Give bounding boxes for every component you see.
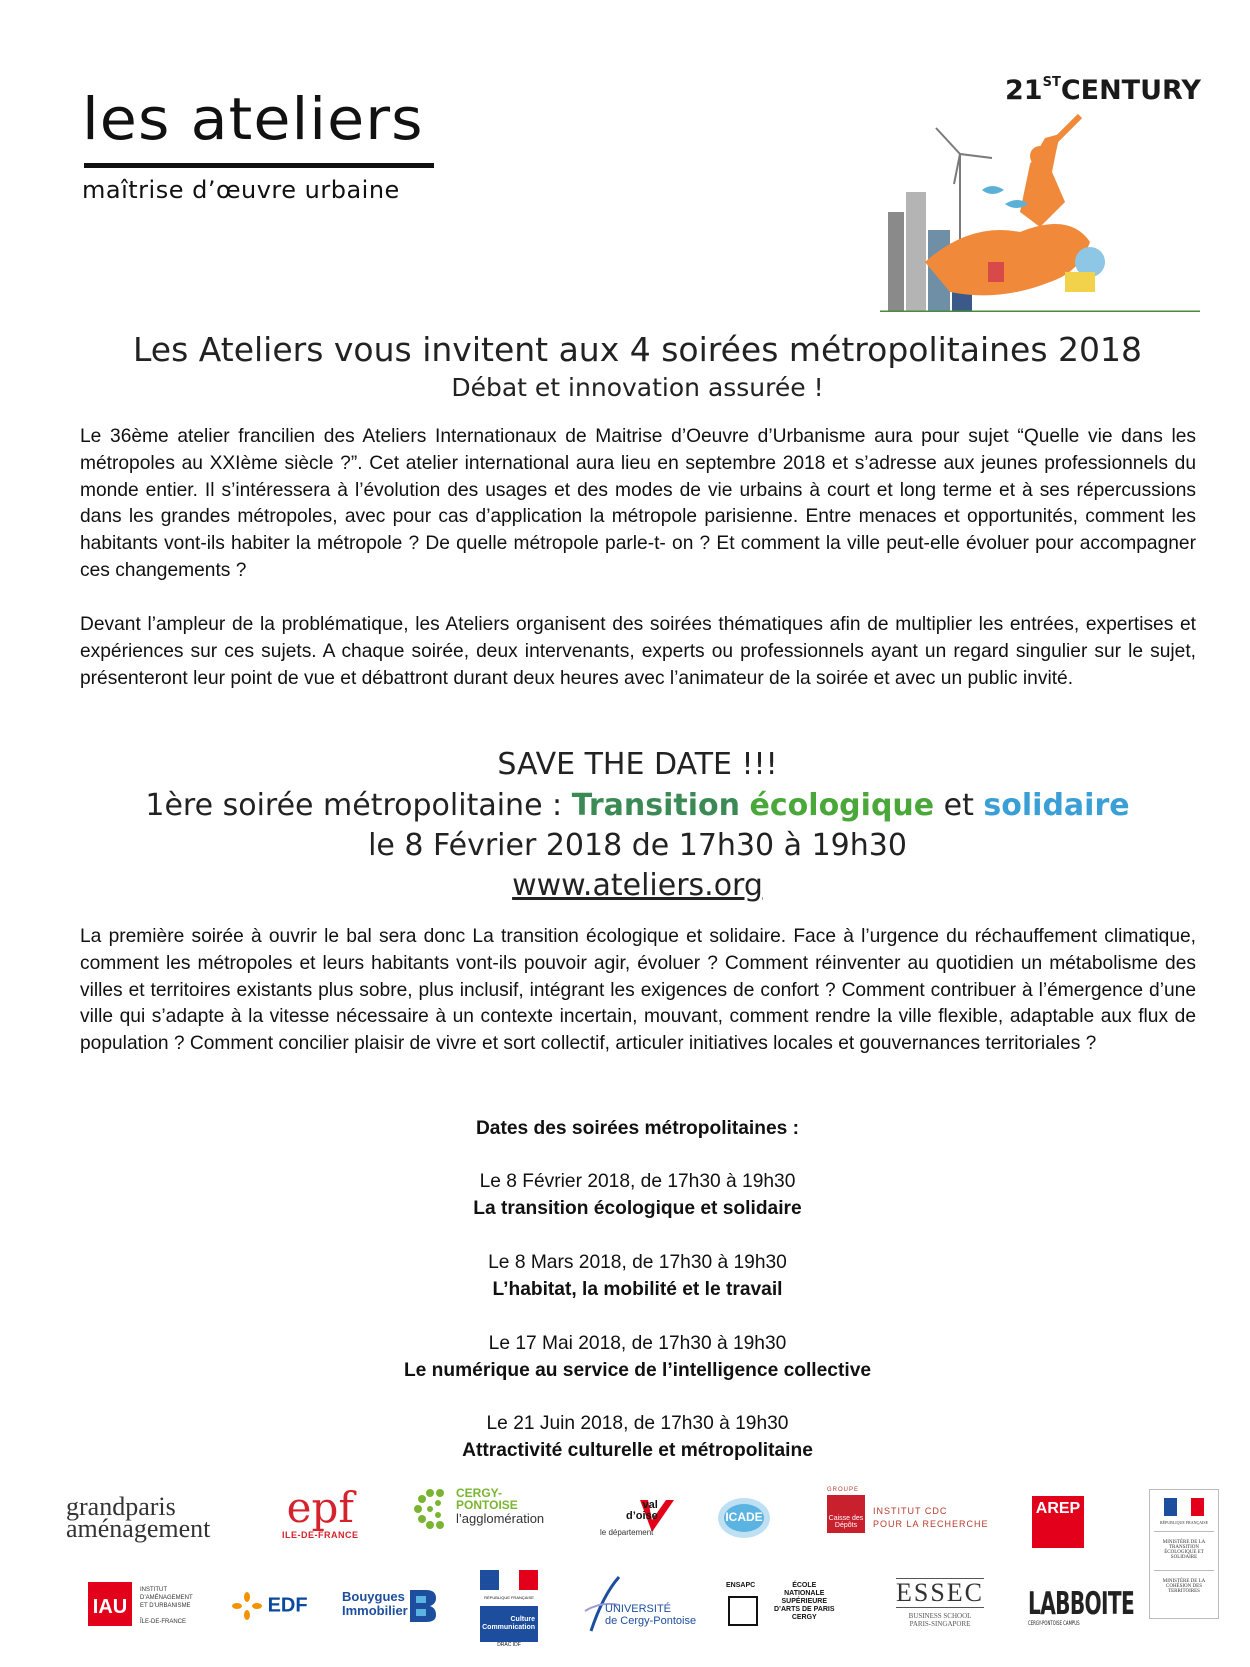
ensapc-school-name [774,1582,835,1622]
culture-box-line-1: Culture [510,1616,535,1623]
grandparis-word: grandparis [66,1492,176,1521]
century-word: CENTURY [1060,75,1201,106]
culture-republique: RÉPUBLIQUE FRANÇAISE [484,1595,534,1600]
epf-word: epf [286,1483,354,1532]
date-item-1-date: Le 8 Février 2018, de 17h30 à 19h30 [479,1171,796,1192]
bouygues-immobilier-logo [342,1588,442,1628]
essec-logo [896,1578,984,1628]
word-solidaire: solidaire [983,788,1130,823]
word-et: et [934,788,984,823]
arep-logo: AREP [1032,1496,1084,1548]
labboite-logo [1028,1586,1134,1627]
amenagement-word: aménagement [66,1514,211,1543]
ministry-republique: RÉPUBLIQUE FRANÇAISE [1159,1520,1209,1525]
culture-flag-icon [480,1570,538,1590]
universite-cergy-logo [583,1575,697,1635]
bouygues-text [342,1590,408,1618]
date-item-3-theme: Le numérique au service de l’intelligence collective [403,1360,872,1381]
bouygues-b-icon [408,1588,438,1624]
culture-box-line-2: Communication [482,1624,535,1631]
date-item-3-date: Le 17 Mai 2018, de 17h30 à 19h30 [488,1333,787,1354]
date-item-2-date: Le 8 Mars 2018, de 17h30 à 19h30 [488,1252,787,1273]
icade-word: ICADE [725,1510,763,1524]
date-item-4-date: Le 21 Juin 2018, de 17h30 à 19h30 [486,1413,789,1434]
doise-word: d’oise [626,1510,658,1522]
marianne-flag-icon [1164,1498,1204,1516]
cergy-name [456,1487,518,1511]
edf-logo [232,1592,308,1620]
century-sup: ST [1042,75,1061,90]
ensapc-line-1: ÉCOLE [792,1582,817,1589]
ucp-line-1: UNIVERSITÉ [605,1603,672,1615]
iau-line-4: ÎLE-DE-FRANCE [140,1619,187,1625]
culture-drac: DRAC IDF [497,1642,521,1648]
page-title: Les Ateliers vous invitent aux 4 soirées métropolitaines 2018 [132,330,1143,369]
val-doise-text [626,1500,658,1522]
bouygues-line-2: Immobilier [342,1603,408,1618]
ucp-text [605,1603,696,1627]
val-word: val [642,1499,658,1511]
val-doise-sub: le département [600,1528,654,1537]
edf-sun-icon [232,1592,262,1620]
intro-paragraph: Le 36ème atelier francilien des Ateliers Internationaux de Maitrise d’Oeuvre d’Urbanisme aura pour sujet “Quelle vie dans les métropoles au XXIème siècle ?”. Cet atelier international aura lieu en septembre 2018 et s’adresse aux jeunes professionnels du monde entier. Il s’intéressera à l’évolution des usages et des modes de vie urbains à court et long terme et à ses répercussions dans les grandes métropoles, avec pour cas d’application la métropole parisienne. Entre menaces et opportunités, comment les habitants vont-ils habiter la métropole ? De quelle métropole parle-t- on ? Et comment la ville peut-elle évoluer pour accompagner ces changements ? [80,426,1196,581]
century-illustration [880,112,1200,312]
ensapc-acronym: ENSAPC [726,1582,756,1589]
cergy-pontoise-logo [410,1487,570,1537]
dates-heading: Dates des soirées métropolitaines : [475,1118,800,1139]
century-num: 21 [1005,75,1043,106]
third-paragraph: La première soirée à ouvrir le bal sera donc La transition écologique et solidaire. Face à l’urgence du réchauffement climatique, comment les métropoles et leurs habitants vont-ils pouvoir agir, évoluer ? Comment réinventer au quotidien un métabolisme des villes et territoires existants plus sobre, plus inclusif, intégrant les exigences de confort ? Comment contribuer à l’émergence d’une ville qui s’adapte à la vitesse nécessaire à un contexte incertain, mouvant, comment rendre la ville flexible, adaptable aux flux de population ? Comment concilier plaisir de vivre et sort collectif, articuler initiatives locales et gouvernances territoriales ? [80,926,1196,1055]
cergy-line-2: PONTOISE [456,1498,518,1512]
iau-line-3: ET D’URBANISME [140,1603,191,1609]
save-the-date-heading: SAVE THE DATE !!! [497,747,778,782]
cdc-groupe: GROUPE [827,1487,860,1493]
date-item-1-theme: La transition écologique et solidaire [473,1198,802,1219]
val-doise-logo [600,1496,680,1540]
iau-box: IAU [88,1582,132,1626]
cdc-box: Caisse des Dépôts [827,1495,865,1533]
cergy-dots-icon [410,1487,454,1531]
page-subtitle: Débat et innovation assurée ! [451,373,824,402]
first-evening-line [0,788,1250,823]
date-item-4-theme: Attractivité culturelle et métropolitaine [462,1440,813,1461]
iau-line-2: D’AMÉNAGEMENT [140,1595,193,1601]
iau-line-1: INSTITUT [140,1587,167,1593]
ensapc-line-3: SUPÉRIEURE [781,1598,828,1605]
ensapc-line-2: NATIONALE [784,1590,825,1597]
edf-word: EDF [267,1594,308,1617]
cdc-recherche-logo [827,1487,987,1537]
ministry-line-1: MINISTÈRE DE LA TRANSITION ÉCOLOGIQUE ET SOLIDAIRE [1154,1531,1214,1560]
logo-divider [84,163,434,168]
culture-communication-logo [480,1570,538,1648]
word-ecologique: écologique [749,788,935,823]
essec-word: ESSEC [896,1578,985,1607]
ministry-line-2: MINISTÈRE DE LA COHÉSION DES TERRITOIRES [1154,1570,1214,1594]
bouygues-line-1: Bouygues [342,1589,405,1604]
iau-text [140,1586,193,1626]
ensapc-square-icon [728,1596,758,1626]
first-evening-date: le 8 Février 2018 de 17h30 à 19h30 [368,828,907,863]
epf-subtitle: ILE-DE-FRANCE [282,1530,359,1540]
labboite-sub: CERGY-PONTOISE CAMPUS [1028,1620,1080,1627]
culture-box [480,1606,538,1642]
epf-logo [282,1483,359,1540]
century-title [1005,75,1201,106]
ensapc-logo [726,1582,866,1632]
logo-subtitle: maîtrise d’œuvre urbaine [82,176,400,204]
essec-line-2: PARIS-SINGAPORE [909,1620,971,1628]
labboite-word: LABBOITE [1028,1586,1135,1622]
word-transition: Transition [571,788,740,823]
cdc-name [873,1505,989,1531]
ministry-logo [1149,1489,1219,1619]
ensapc-line-5: CERGY [791,1614,817,1621]
icade-logo [716,1496,772,1540]
iau-logo [88,1582,228,1630]
cergy-agglo: l’agglomération [456,1511,545,1526]
grandparis-amenagement-logo [66,1492,211,1543]
second-paragraph: Devant l’ampleur de la problématique, les Ateliers organisent des soirées thématiques afin de multiplier les entrées, expertises et expériences sur ces sujets. A chaque soirée, deux intervenants, experts ou professionnels ayant un regard singulier sur le sujet, présenteront leur point de vue et débattront durant deux heures avec l’animateur de la soirée et avec un public invité. [80,614,1196,689]
cergy-line-1: CERGY- [456,1486,503,1500]
ucp-line-2: de Cergy-Pontoise [605,1615,697,1627]
website-link[interactable]: www.ateliers.org [512,868,763,903]
logo-title: les ateliers [82,85,424,153]
cdc-line-1: INSTITUT CDC [873,1506,948,1516]
essec-line-1: BUSINESS SCHOOL [908,1612,972,1620]
date-item-2-theme: L’habitat, la mobilité et le travail [492,1279,783,1300]
cdc-line-2: POUR LA RECHERCHE [873,1519,989,1529]
first-evening-prefix: 1ère soirée métropolitaine : [145,788,572,823]
ensapc-line-4: D’ARTS DE PARIS [774,1606,835,1613]
